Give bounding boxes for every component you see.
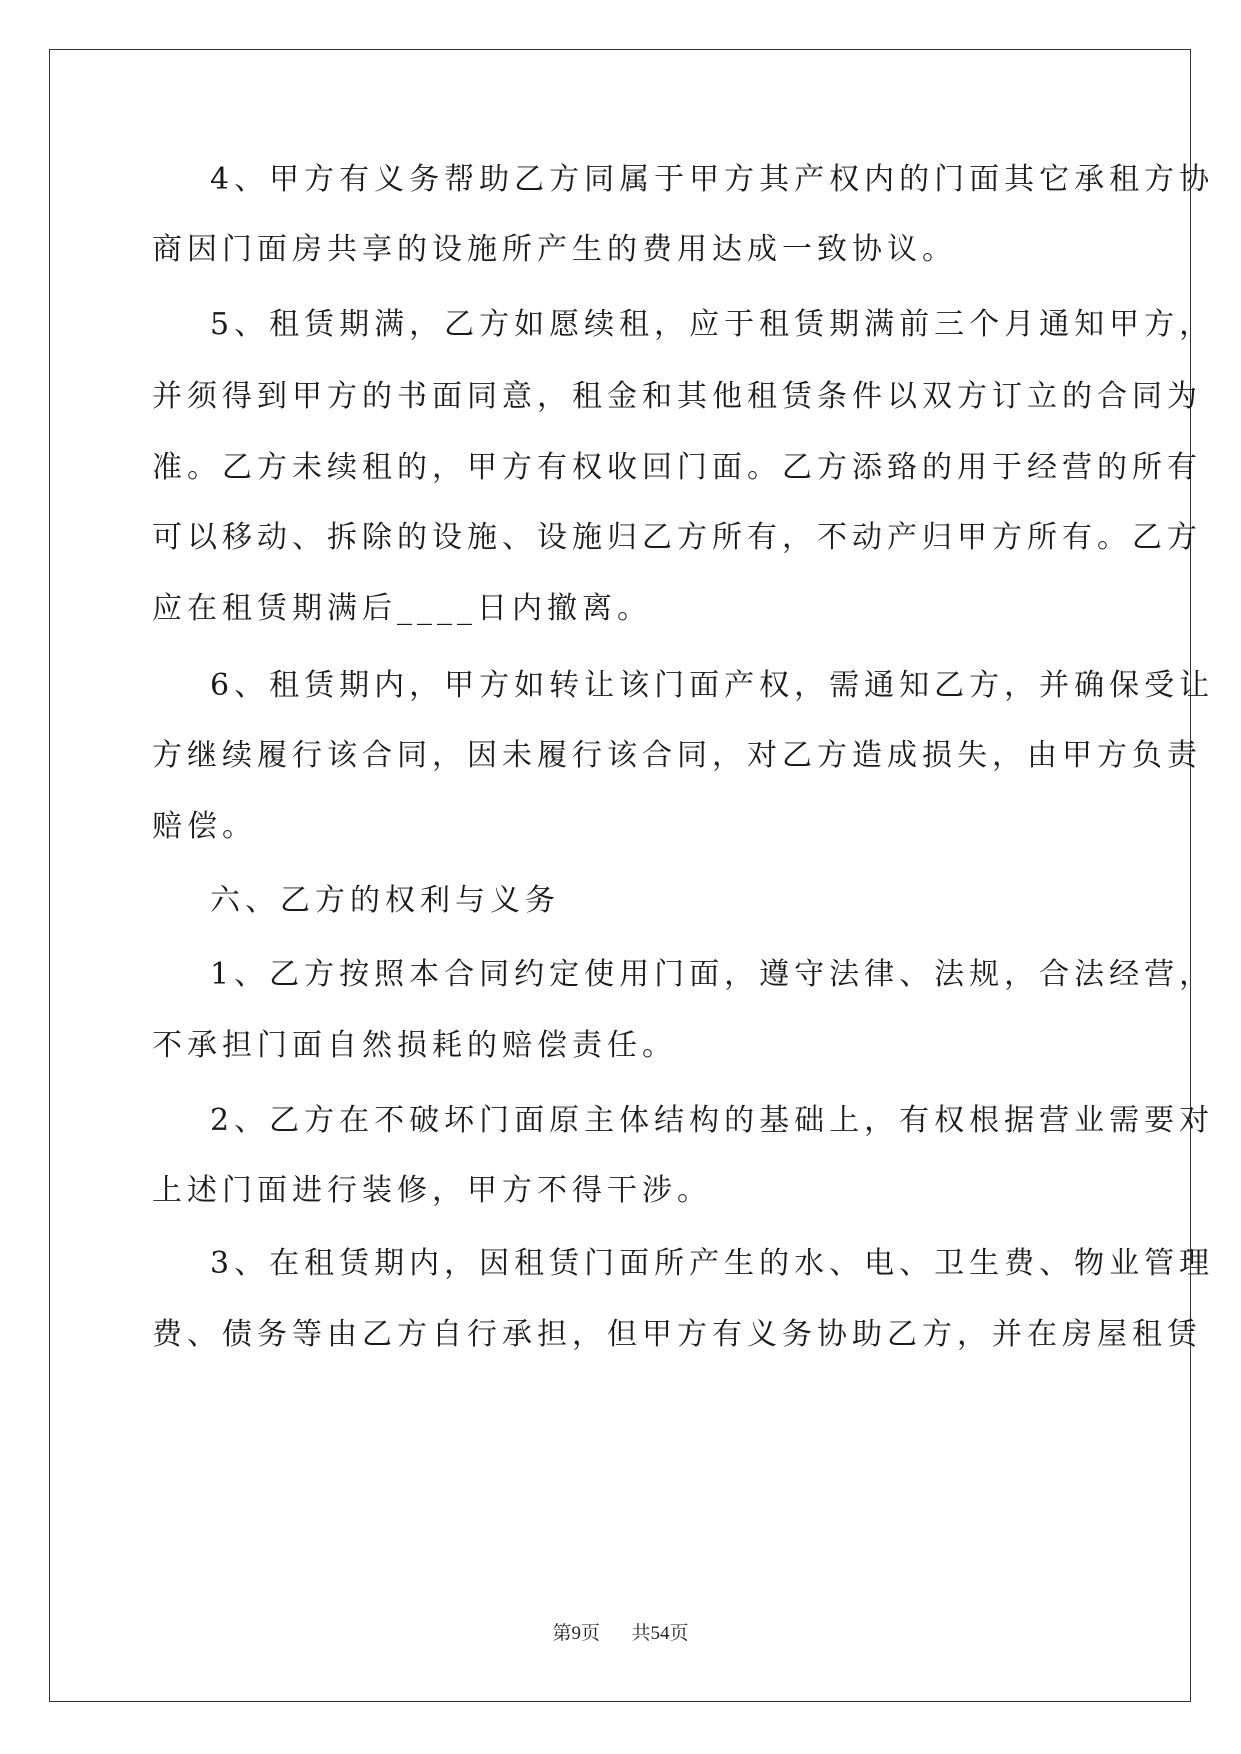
- page-number: 第9页: [552, 1623, 600, 1644]
- paragraph-line: 2、乙方在不破坏门面原主体结构的基础上，有权根据营业需要对: [210, 1103, 1215, 1138]
- paragraph-line: 可以移动、拆除的设施、设施归乙方所有，不动产归甲方所有。乙方: [152, 520, 1202, 555]
- paragraph-line: 3、在租赁期内，因租赁门面所产生的水、电、卫生费、物业管理: [210, 1246, 1215, 1281]
- paragraph-line: 上述门面进行装修，甲方不得干涉。: [152, 1173, 712, 1208]
- paragraph-line: 4、甲方有义务帮助乙方同属于甲方其产权内的门面其它承租方协: [210, 162, 1215, 197]
- paragraph-line: 1、乙方按照本合同约定使用门面，遵守法律、法规，合法经营，: [210, 957, 1215, 992]
- paragraph-line: 商因门面房共享的设施所产生的费用达成一致协议。: [152, 232, 957, 267]
- paragraph-line: 不承担门面自然损耗的赔偿责任。: [152, 1028, 677, 1063]
- page-footer: [0, 1622, 1241, 1646]
- paragraph-line: 并须得到甲方的书面同意，租金和其他租赁条件以双方订立的合同为: [152, 379, 1202, 414]
- paragraph-line: 应在租赁期满后____日内撤离。: [152, 591, 652, 626]
- paragraph-line: 准。乙方未续租的，甲方有权收回门面。乙方添臵的用于经营的所有: [152, 450, 1202, 485]
- paragraph-line: 5、租赁期满，乙方如愿续租，应于租赁期满前三个月通知甲方，: [210, 307, 1215, 342]
- section-heading: 六、乙方的权利与义务: [210, 883, 560, 918]
- page-frame: [49, 49, 1191, 1702]
- total-pages: 共54页: [631, 1623, 689, 1644]
- paragraph-line: 费、债务等由乙方自行承担，但甲方有义务协助乙方，并在房屋租赁: [152, 1317, 1202, 1352]
- paragraph-line: 6、租赁期内，甲方如转让该门面产权，需通知乙方，并确保受让: [210, 668, 1215, 703]
- paragraph-line: 赔偿。: [152, 809, 257, 844]
- paragraph-line: 方继续履行该合同，因未履行该合同，对乙方造成损失，由甲方负责: [152, 738, 1202, 773]
